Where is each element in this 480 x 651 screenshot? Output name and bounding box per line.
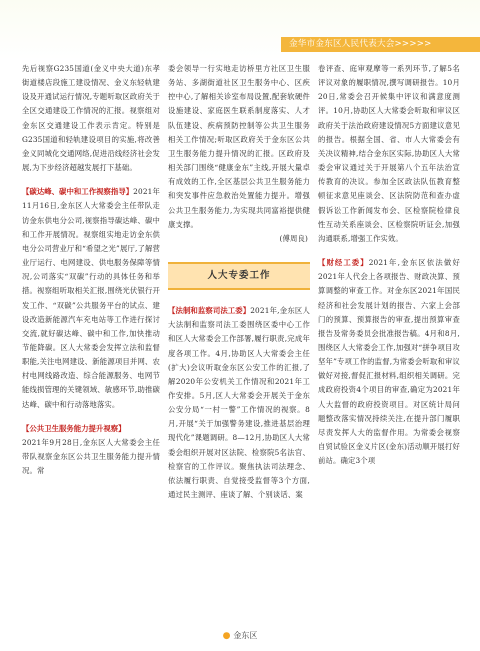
paragraph-with-heading <box>168 304 310 502</box>
column-middle <box>168 62 310 502</box>
footer-text: 金东区 <box>233 631 258 640</box>
footer-bullet-icon: ● <box>222 631 231 641</box>
header-banner <box>281 37 480 52</box>
header-banner-text: 金华市金东区人民代表大会>>>>> <box>289 39 432 49</box>
column-left <box>22 62 160 478</box>
paragraph-body: 2021年,金东区依法做好2021年人代会上各项报告、财政决算、预算调整的审查工作。对金东区2021年国民经济和社会发展计划的报告、六家上会部门的预算、预算报告的审查,提出预算审查报告及常务委员会批准报告稿。4月和8月,围绕区人大常委会工作,加强对“拼争项目攻坚年”专项工作的监督,为常委会听取和审议做好对接,督促汇报材料,组织相关调研。完成政府投资4个项目的审查,确定为2021年人大监督的政府投资项目。对区统计局问题整改落实情况持续关注,在提升部门履职尽责发挥人大的监督作用。为常委会视察自贸试验区金义片区(金东)活动顺开展打好前站。确定3个项 <box>318 258 460 466</box>
page-footer <box>0 630 480 641</box>
section-heading: 【 法制和监察司法工委 】 <box>168 306 250 315</box>
paragraph-body: 2021年9月28日,金东区人大常委会主任带队视察金东区公共卫生服务能力提升情况。常 <box>22 437 160 476</box>
section-heading: 【 碳达峰、碳中和工作视察指导 】 <box>22 187 133 196</box>
spacer <box>22 175 160 185</box>
section-heading: 【 财经工委 】 <box>318 258 369 267</box>
paragraph-with-heading <box>22 185 160 412</box>
paragraph: 先后视察G235国道(金义中央大道)东孝街道楼店段施工建设情况、金义东轻轨建设及开通试运行情况,专题听取区政府关于全区交通建设工作情况的汇报。视察组对金东区交通建设工作表示肯定。特别是G235国道和轻轨建设项目的实施,将改善金义同城化交通网络,促进沿线经济社会发展,为下步经济超越发展打下基础。 <box>22 64 160 173</box>
column-right <box>318 62 460 468</box>
paragraph: 卷评查、庭审观摩等一系列环节,了解5名评议对象的履职情况,撰写调研报告。10月20日,常委会召开候集中评议和满意度测评。10月,协助区人大常委会听取和审议区政府关于法治政府建设情况5方面建议意见的报告。根据全国、省、市人大常委会有关决议精神,结合金东区实际,协助区人大常委会审议通过关于开展第八个五年法治宣传教育的决议。参加全区政法队伍教育整顿征求意见座谈会、区法院防范和查办虚假诉讼工作新闻发布会、区检察院检律良性互动关系座谈会、区检察院听证会,加强沟通联系,增强工作实效。 <box>318 64 460 243</box>
section-title: 人大专委工作 <box>207 269 271 281</box>
paragraph: 委会领导一行实地走访桥里方社区卫生服务站、多湖街道社区卫生服务中心、区疾控中心,了解相关诊室布局设置,配套软硬件设施建设、家庭医生联系制度落实、人才队伍建设、疾病预防控制等公共卫生服务相关工作情况;听取区政府关于金东区公共卫生服务能力提升情况的汇报。区政府及相关部门围绕“健康金东”主线,开展大量卓有成效的工作,全区基层公共卫生服务能力和突发事件应急救治处置能力提升。增强公共卫生服务能力,为实现共同富裕提供健康支撑。 <box>168 64 310 229</box>
section-title-box <box>168 262 310 290</box>
paragraph-with-heading <box>318 256 460 468</box>
paragraph-with-heading <box>22 422 160 436</box>
section-heading: 【 公共卫生服务能力提升视察 】 <box>22 424 126 433</box>
spacer <box>22 412 160 422</box>
paragraph-body: 2021年,金东区人大法制和监察司法工委围绕区委中心工作和区人大常委会工作部署,履行职责,完成年度各项工作。4月,协助区人大常委会主任(扩大)会议听取金东区公安工作的汇报,了解2020年公安机关工作情况和2021年工作安排。5月,区人大常委会开展关于金东公安分局“一村一警”工作情况的视察。8月,开展“关于加强警务建设,推进基层治理现代化”课题调研。8—12月,协助区人大常委会组织开展对区法院、检察院5名法官、检察官的工作评议。聚焦执法司法理念、依法履行职责、自觉接受监督等3个方面,通过民主测评、座谈了解、个别谈话、案 <box>168 306 310 500</box>
author-signature: (傅周良) <box>279 233 308 243</box>
paragraph-body: 2021年11月16日,金东区人大常委会主任带队走访金东供电分公司,视察指导碳达峰、碳中和工作开展情况。视察组实地走访金东供电分公司营业厅和“希望之光”展厅,了解营业厅运行、电网建设、供电服务保障等情况,公司落实“双碳”行动的具体任务和举措。视察组听取相关汇报,围绕光伏银行开发工作、“双碳”公共服务平台的试点、建设改造新能源汽车充电站等工作进行探讨交流,就好碳达峰、碳中和工作,加快推动节能降碳。区人大常委会发挥立法和监督职能,关注电网建设、新能源项目并网、农村电网线路改造、综合能源服务、电网节能线损管理的关键领域、敏感环节,助推碳达峰、碳中和行动落地落实。 <box>22 187 160 409</box>
spacer <box>318 246 460 256</box>
